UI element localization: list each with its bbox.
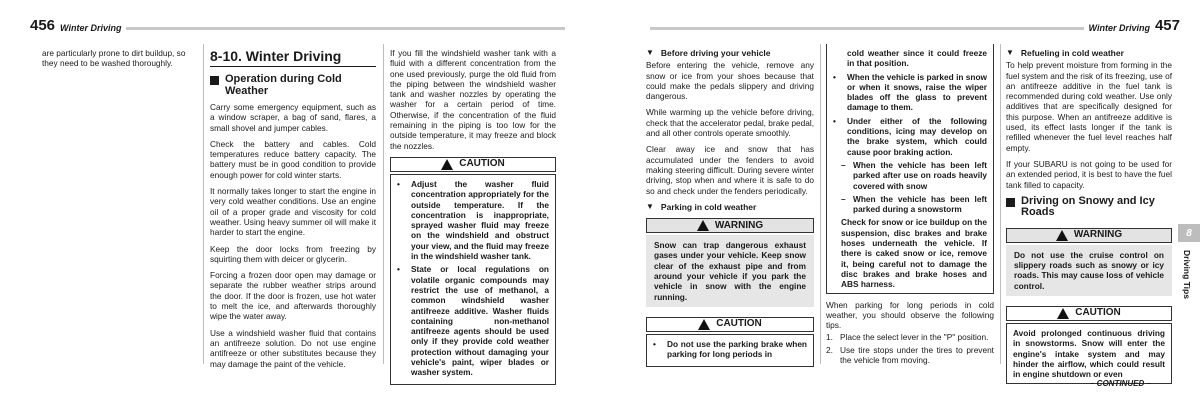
warning-triangle-icon <box>1056 230 1068 241</box>
caution-bullet: • Adjust the washer fluid concentration appropriately for the outside temperature. If the concentration is inappropriate, sprayed washer fluid may freeze on the windshield and obstruct your view, and the fluid may freeze in the windshield washer tank. <box>397 178 549 262</box>
chapter-thumb-tab: 8 <box>1178 224 1200 242</box>
header-title: Winter Driving <box>60 23 122 33</box>
caution-sub-item: – When the vehicle has been left parked during a snowstorm <box>841 193 987 215</box>
paragraph: While warming up the vehicle before driving, check that the accelerator pedal, brake pedal, and all other controls operate smoothly. <box>646 107 814 139</box>
triangle-down-icon: ▼ <box>646 201 654 211</box>
right-page <box>630 0 1200 402</box>
paragraph: are particularly prone to dirt buildup, so they need to be washed thoroughly. <box>42 48 186 69</box>
warning-box: Snow can trap dangerous exhaust gases under your vehicle. Keep snow clear of the exhaust pipe and from around your vehicle if you park the vehicle in snow with the engine running. <box>646 235 814 307</box>
paragraph: Before entering the vehicle, remove any snow or ice from your shoes because that could make the pedals slippery and driving dangerous. <box>646 60 814 102</box>
square-bullet-icon <box>210 76 219 85</box>
numbered-list <box>826 332 994 365</box>
caution-sub-item: – When the vehicle has been left parked after use on roads heavily covered with snow <box>841 159 987 191</box>
subsection-title: Operation during Cold Weather <box>210 74 376 97</box>
warning-triangle-icon <box>698 319 710 330</box>
paragraph: To help prevent moisture from forming in the fuel system and the risk of its freezing, use of an antifreeze additive in the fuel tank is recommended during cold weather. Use only additives that are specifically designed for this purpose. When an antifreeze additive is used, its effect lasts longer if the tank is refilled whenever the fuel level reaches half empty. <box>1006 60 1173 153</box>
warning-header: WARNING <box>646 218 814 233</box>
paragraph: When parking for long periods in cold weather, you should observe the following tips. <box>826 299 994 331</box>
paragraph: Carry some emergency equipment, such as a window scraper, a bag of sand, flares, a small shovel and jumper cables. <box>210 102 376 133</box>
column-2 <box>826 44 994 367</box>
column-3 <box>390 48 556 385</box>
page-number: 456 <box>30 17 56 34</box>
column-divider <box>1000 44 1001 364</box>
list-item: 1. Place the select lever in the "P" position. <box>826 332 989 343</box>
header-title: Winter Driving <box>1088 23 1150 33</box>
paragraph: Check the battery and cables. Cold temperatures reduce battery capacity. The battery must be in good condition to provide enough power for cold winter starts. <box>210 138 376 180</box>
paragraph: Clear away ice and snow that has accumulated under the fenders to avoid making steering difficult. During severe winter driving, stop when and where it is safe to do so and check under the fenders periodically. <box>646 144 814 196</box>
column-divider <box>203 44 204 364</box>
paragraph: Forcing a frozen door open may damage or separate the rubber weather strips around the door. If the door is frozen, use hot water to melt the ice, and afterwards thoroughly wipe the water away. <box>210 270 376 322</box>
caution-bullet: • When the vehicle is parked in snow or when it snows, raise the wiper blades off the glass to prevent damage to them. <box>833 71 987 113</box>
chapter-thumb-label: Driving Tips <box>1182 250 1192 299</box>
left-page <box>0 0 570 402</box>
warning-header: WARNING <box>1006 228 1172 243</box>
subsection-title: Driving on Snowy and Icy Roads <box>1006 196 1172 219</box>
list-item: 2. Use tire stops under the tires to prevent the vehicle from moving. <box>826 344 994 366</box>
page-header <box>650 14 1180 34</box>
warning-triangle-icon <box>697 220 709 231</box>
column-3 <box>1006 48 1172 384</box>
warning-triangle-icon <box>441 159 453 170</box>
column-divider <box>820 44 821 364</box>
page-header <box>30 14 565 34</box>
paragraph: It normally takes longer to start the engine in very cold weather conditions. Use an engine oil of a proper grade and viscosity for cold weather. Using heavy summer oil will make it harder to start the engine. <box>210 186 376 238</box>
warning-triangle-icon <box>1057 308 1069 319</box>
column-2 <box>210 48 376 375</box>
column-1 <box>42 48 192 75</box>
page-number: 457 <box>1154 17 1180 34</box>
caution-header: CAUTION <box>646 317 814 332</box>
triangle-down-icon: ▼ <box>646 48 654 57</box>
caution-bullet: • State or local regulations on volatile organic compounds may restrict the use of methanol, a common windshield washer antifreeze additive. Washer fluids containing non-methanol antifreeze agents should be used only if they provide cold weather protection without damaging your vehicle's paint, wiper blades or washer system. <box>397 264 549 378</box>
subheading: ▼ Parking in cold weather <box>646 201 757 212</box>
paragraph: Use a windshield washer fluid that contains an antifreeze solution. Do not use engine antifreeze or other substitutes because they may damage the paint of the vehicle. <box>210 327 376 369</box>
header-rule <box>126 27 565 30</box>
column-divider <box>383 44 384 364</box>
warning-box: Do not use the cruise control on slippery roads such as snowy or icy roads. This may cause loss of vehicle control. <box>1006 245 1172 296</box>
caution-box <box>390 174 556 385</box>
header-rule <box>650 27 1084 30</box>
subheading: ▼ Refueling in cold weather <box>1006 48 1124 58</box>
continued-marker: – CONTINUED – <box>1090 379 1151 388</box>
caution-box-continued: cold weather since it could freeze in that position. • When the vehicle is parked in snow or when it snows, raise the wiper blades off the glass to prevent damage to them. • Under either of the following conditions, icing may develop on the brake system, which could cause poor braking action. – When the vehicle has been left parked after use on roads heavily covered with snow – When the vehicle has been left parked during a snowstorm Check for snow or ice buildup on the suspension, disc brakes and brake hoses underneath the vehicle. If there is caked snow or ice, remove it, being careful not to damage the disc brakes and brake hoses and ABS harness. <box>826 44 994 294</box>
caution-bullet: • Under either of the following conditions, icing may develop on the brake system, which could cause poor braking action. <box>833 115 987 157</box>
caution-box: Avoid prolonged continuous driving in snowstorms. Snow will enter the engine's intake system and may hinder the airflow, which could result in engine shutdown or even <box>1006 323 1172 383</box>
column-1 <box>646 48 814 367</box>
caution-bullet: • Do not use the parking brake when parking for long periods in <box>653 338 807 360</box>
paragraph: If your SUBARU is not going to be used for an extended period, it is best to have the fuel tank filled to capacity. <box>1006 158 1172 190</box>
subheading: ▼ Before driving your vehicle <box>646 48 771 58</box>
section-title: 8-10. Winter Driving <box>210 48 376 67</box>
caution-header: CAUTION <box>390 157 556 172</box>
paragraph: Keep the door locks from freezing by squirting them with deicer or glycerin. <box>210 243 376 264</box>
paragraph: If you fill the windshield washer tank with a fluid with a different concentration from the one used previously, purge the old fluid from the piping between the windshield washer tank and washer nozzles by operating the washer for a certain period of time. Otherwise, if the concentration of the fluid remaining in the piping is too low for the outside temperature, it may freeze and block the nozzles. <box>390 48 556 151</box>
triangle-down-icon: ▼ <box>1006 48 1014 57</box>
caution-header: CAUTION <box>1006 306 1172 321</box>
square-bullet-icon <box>1006 198 1015 207</box>
caution-box <box>646 334 814 367</box>
